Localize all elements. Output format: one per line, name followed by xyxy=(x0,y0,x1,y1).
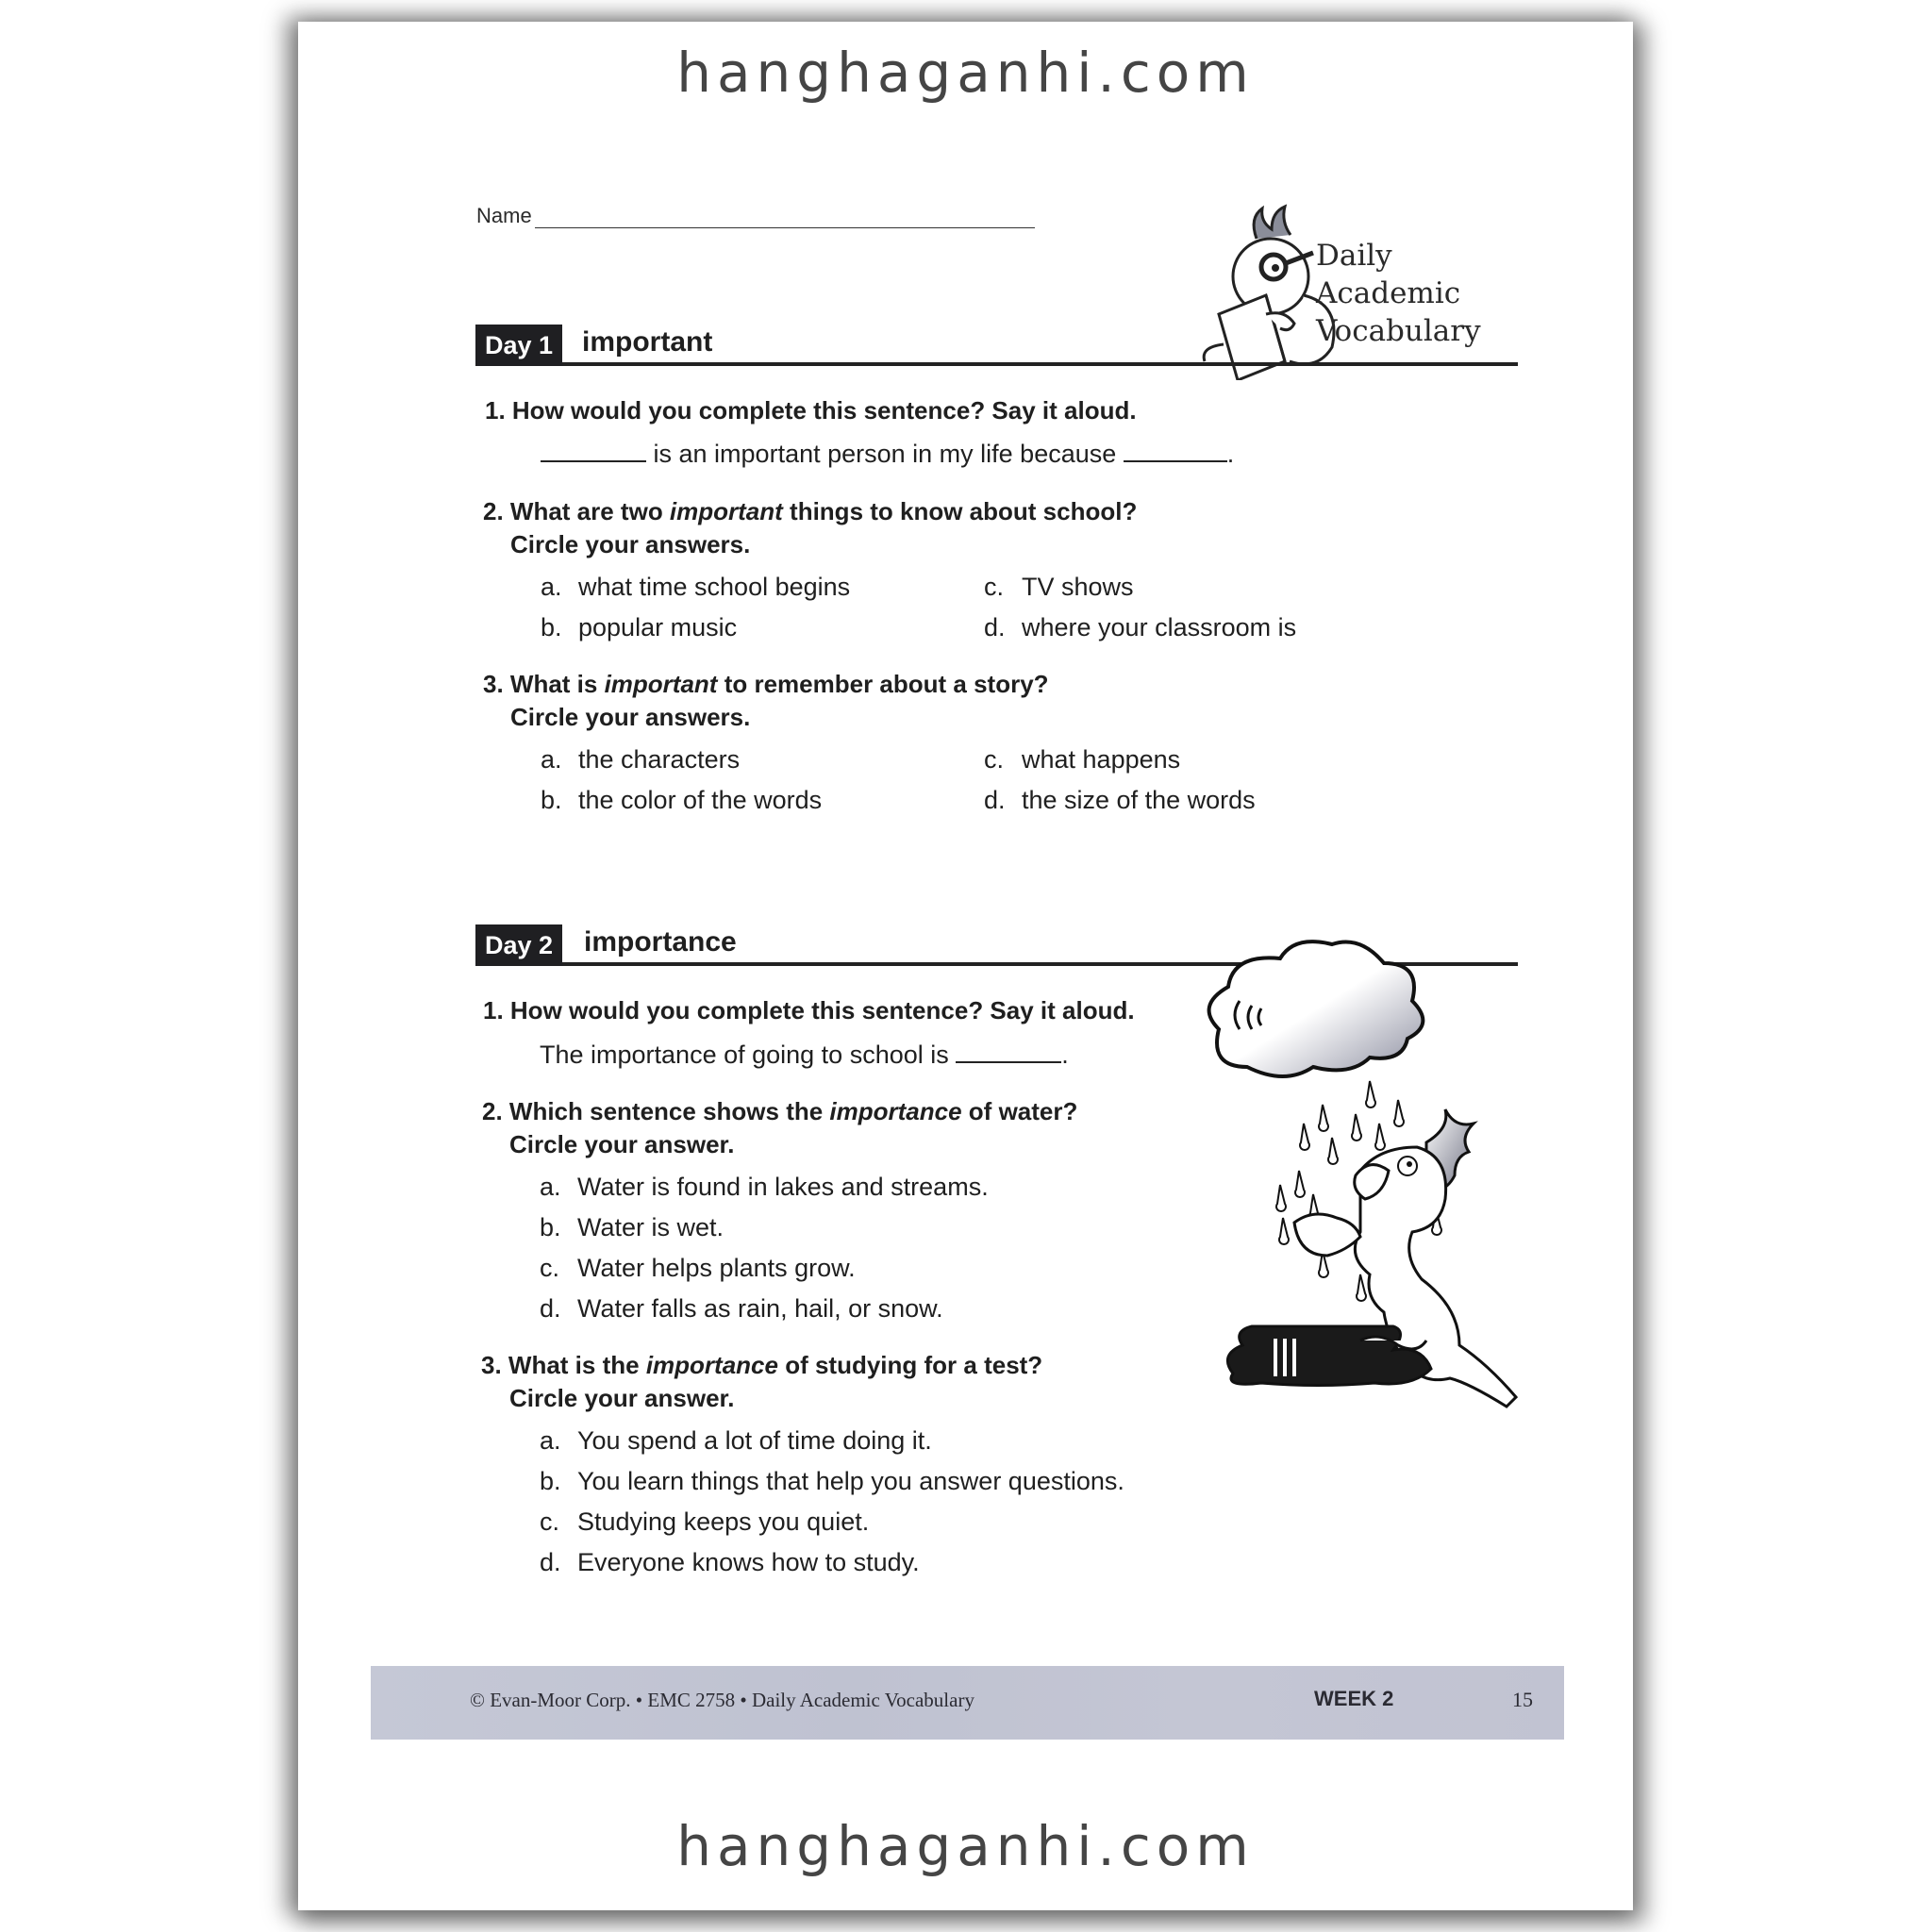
option-letter: b. xyxy=(541,613,562,641)
option-text: what time school begins xyxy=(578,573,851,601)
option-text: Studying keeps you quiet. xyxy=(577,1507,870,1536)
day1-q1-sentence xyxy=(541,440,1234,469)
day2-q2-option-c[interactable] xyxy=(540,1254,856,1283)
title-text: of studying for a test? xyxy=(777,1351,1043,1379)
option-text: TV shows xyxy=(1022,573,1134,601)
sentence-end: . xyxy=(1061,1041,1069,1069)
page-number: 15 xyxy=(1512,1688,1533,1711)
option-text: the color of the words xyxy=(578,786,823,814)
day1-q2-option-a[interactable] xyxy=(541,573,850,602)
option-text: the size of the words xyxy=(1022,786,1256,814)
option-text: what happens xyxy=(1022,745,1181,774)
option-letter: d. xyxy=(984,613,1006,641)
logo-line-daily: Daily xyxy=(1316,239,1392,273)
day1-q3-option-d[interactable] xyxy=(984,786,1256,815)
title-text: 3. What is the xyxy=(481,1351,646,1379)
day1-q2-title xyxy=(483,495,1137,527)
option-text: the characters xyxy=(578,745,741,774)
footer-band xyxy=(371,1666,1564,1740)
title-text: things to know about school? xyxy=(782,497,1138,525)
day2-q2-option-d[interactable] xyxy=(540,1294,943,1324)
sentence-middle: is an important person in my life because xyxy=(653,440,1117,468)
sentence-text: The importance of going to school is xyxy=(540,1041,949,1069)
day1-q2-instruction: Circle your answers. xyxy=(510,530,751,558)
option-letter: c. xyxy=(984,745,1005,774)
option-text: Water is wet. xyxy=(577,1213,724,1241)
name-field xyxy=(476,204,1035,228)
day1-q3-option-a[interactable] xyxy=(541,745,740,774)
option-letter: b. xyxy=(540,1213,561,1241)
option-text: You spend a lot of time doing it. xyxy=(577,1426,932,1455)
option-text: You learn things that help you answer questions. xyxy=(577,1467,1124,1495)
footer-week: WEEK 2 xyxy=(1314,1687,1394,1710)
title-text: 2. What are two xyxy=(483,497,670,525)
day1-header xyxy=(475,325,1518,366)
day2-q3-option-d[interactable] xyxy=(540,1548,920,1577)
option-text: Water helps plants grow. xyxy=(577,1254,856,1282)
title-text: 2. Which sentence shows the xyxy=(482,1097,830,1125)
day2-word: importance xyxy=(584,926,737,958)
day2-badge: Day 2 xyxy=(475,924,562,966)
title-text: to remember about a story? xyxy=(717,670,1049,698)
title-emphasis: importance xyxy=(829,1097,962,1125)
day2-q3-instruction: Circle your answer. xyxy=(509,1384,735,1412)
worksheet-page xyxy=(298,22,1633,1910)
watermark-top: hanghaganhi.com xyxy=(676,41,1255,105)
logo-line-vocabulary: Vocabulary xyxy=(1316,314,1481,348)
name-label: Name xyxy=(476,204,532,227)
day2-q2-option-b[interactable] xyxy=(540,1213,724,1242)
day2-q2-option-a[interactable] xyxy=(540,1173,989,1202)
title-text: of water? xyxy=(961,1097,1078,1125)
option-letter: a. xyxy=(540,1173,561,1201)
day1-q3-title xyxy=(483,668,1049,700)
day2-q3-title xyxy=(481,1349,1042,1381)
option-text: Water falls as rain, hail, or snow. xyxy=(577,1294,943,1323)
parrot-in-rain-icon xyxy=(1181,935,1540,1425)
day1-q3-option-c[interactable] xyxy=(984,745,1180,774)
day2-q3-option-c[interactable] xyxy=(540,1507,869,1537)
answer-blank[interactable] xyxy=(541,441,646,462)
logo-line-academic: Academic xyxy=(1316,276,1461,310)
title-emphasis: importance xyxy=(645,1351,778,1379)
day2-q1-title: 1. How would you complete this sentence? Say it aloud. xyxy=(483,996,1135,1024)
option-letter: a. xyxy=(541,745,562,774)
option-letter: d. xyxy=(540,1294,561,1323)
option-text: Water is found in lakes and streams. xyxy=(577,1173,989,1201)
option-letter: a. xyxy=(540,1426,561,1455)
sentence-end: . xyxy=(1226,440,1235,468)
option-letter: a. xyxy=(541,573,562,601)
name-line xyxy=(535,208,1035,228)
title-text: 3. What is xyxy=(483,670,605,698)
option-text: Everyone knows how to study. xyxy=(577,1548,920,1576)
day2-q3-option-b[interactable] xyxy=(540,1467,1124,1496)
option-letter: c. xyxy=(540,1254,560,1282)
footer-copyright: © Evan-Moor Corp. • EMC 2758 • Daily Academic Vocabulary xyxy=(470,1689,974,1711)
day1-q3-option-b[interactable] xyxy=(541,786,822,815)
day2-q1-sentence xyxy=(540,1041,1069,1070)
option-letter: c. xyxy=(540,1507,560,1536)
option-letter: b. xyxy=(540,1467,561,1495)
option-letter: d. xyxy=(984,786,1006,814)
day1-badge: Day 1 xyxy=(475,325,562,366)
day1-q2-option-c[interactable] xyxy=(984,573,1134,602)
option-text: where your classroom is xyxy=(1022,613,1297,641)
day1-q3-instruction: Circle your answers. xyxy=(510,703,751,731)
title-emphasis: important xyxy=(604,670,718,698)
option-letter: d. xyxy=(540,1548,561,1576)
day1-q2-option-b[interactable] xyxy=(541,613,737,642)
option-letter: c. xyxy=(984,573,1005,601)
day2-q2-instruction: Circle your answer. xyxy=(509,1130,735,1158)
option-text: popular music xyxy=(578,613,738,641)
option-letter: b. xyxy=(541,786,562,814)
watermark-bottom: hanghaganhi.com xyxy=(676,1814,1255,1878)
day2-q2-title xyxy=(482,1095,1077,1127)
answer-blank[interactable] xyxy=(1124,441,1227,462)
day2-q3-option-a[interactable] xyxy=(540,1426,932,1456)
day1-q2-option-d[interactable] xyxy=(984,613,1296,642)
title-emphasis: important xyxy=(669,497,783,525)
answer-blank[interactable] xyxy=(956,1042,1061,1063)
day1-word: important xyxy=(582,326,713,358)
day1-q1-title: 1. How would you complete this sentence? Say it aloud. xyxy=(485,396,1137,425)
